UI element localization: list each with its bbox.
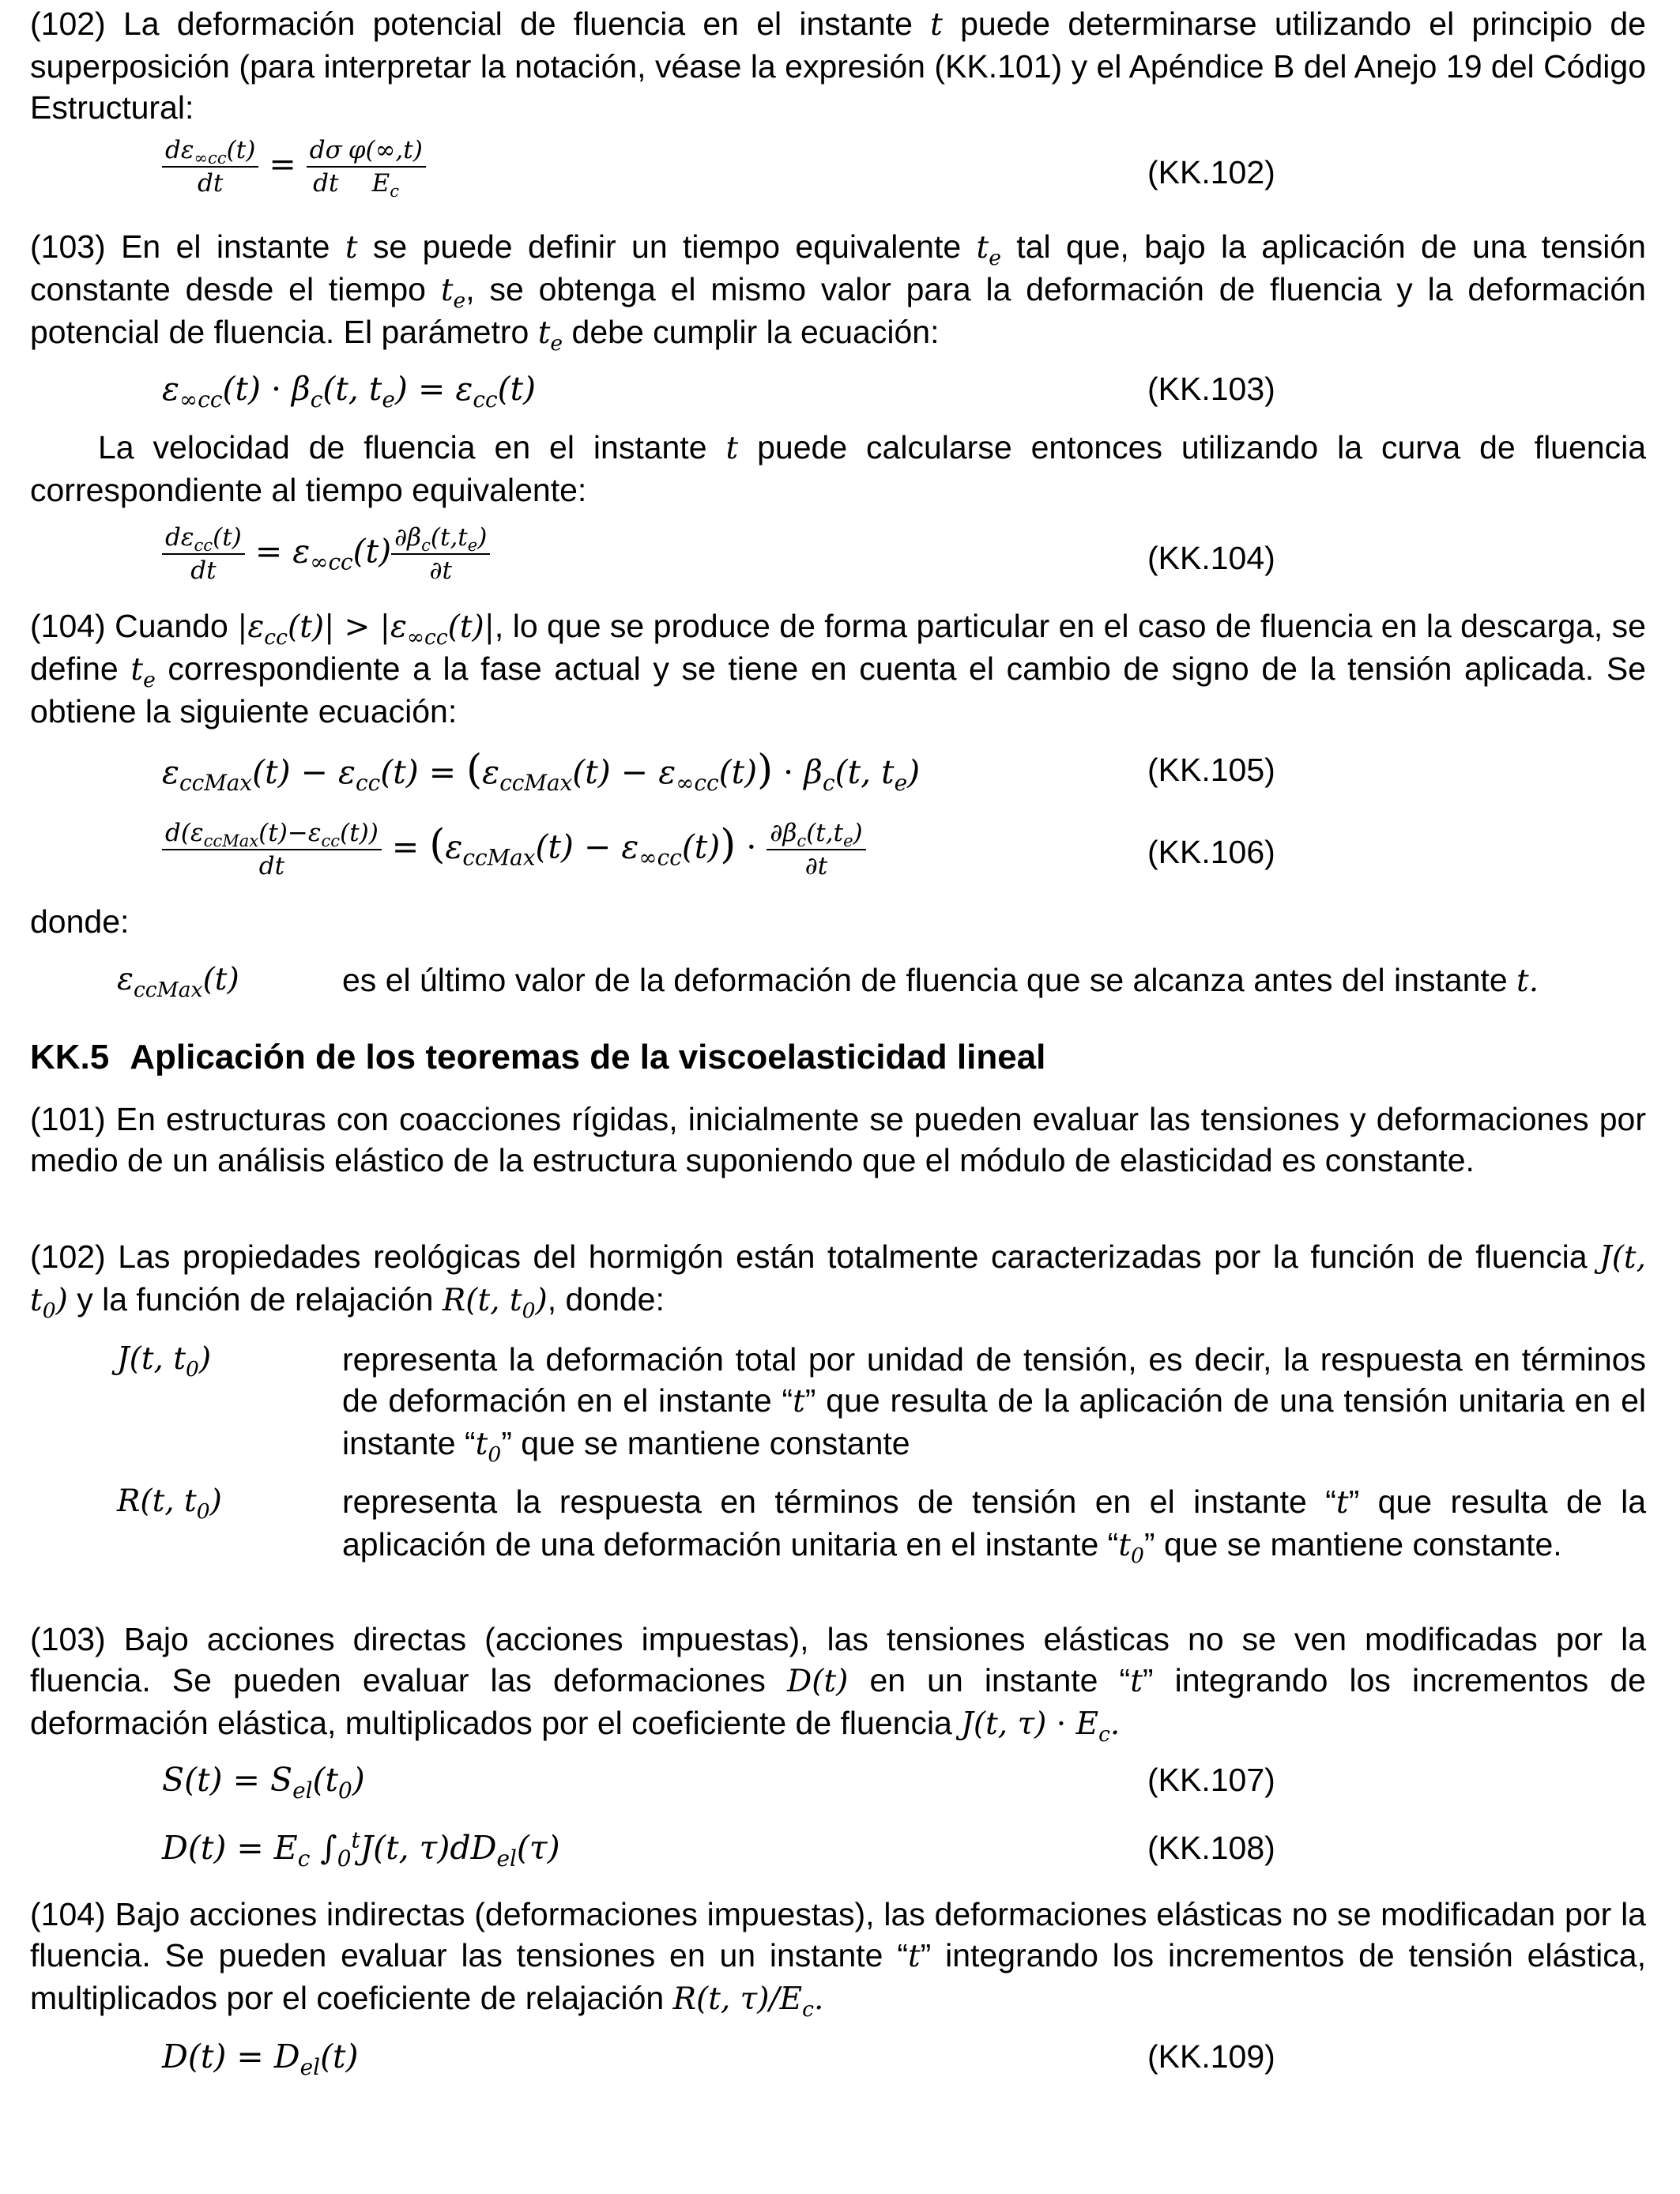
sym-J: J(t, $t_0$) — [30, 1240, 1646, 1323]
pvel-text-a: La velocidad de fluencia en el instante — [98, 429, 707, 466]
defJ-text-c: ” que se mantiene constante — [501, 1425, 910, 1461]
definition-term-ccmax: $\varepsilon_{ccMax}(t)$ — [117, 962, 239, 1002]
paragraph-s104: (104) Bajo acciones indirectas (deformaciones impuestas), las deformaciones elásticas no se modificadan por la fluencia. Se pueden evaluar las tensiones en un instante “t” integrando los incrementos de tensión elástica, multiplicados por el coeficiente de relajación R(t, $\tau)/E_c$. — [30, 1896, 1646, 2022]
equation-kk104: $\frac{d\varepsilon_{cc}(t)}{dt}$ = $\varepsilon_{\infty cc}(t)$ $\frac{\partial\beta_c(t,t_e)}{\partial t}$ — [162, 522, 490, 586]
s104-text-a: (104) Bajo acciones indirectas (deformaciones impuestas), las deformaciones elásticas no se modificadan por la fluencia. Se pueden evaluar las tensiones en un instante “ — [30, 1896, 1646, 1973]
sym-t: t — [345, 230, 358, 266]
equation-kk109: $D(t) = D_{el}(t)$ — [162, 2038, 359, 2081]
donde-label: donde: — [30, 903, 130, 940]
p104-text-a: (104) Cuando — [30, 608, 228, 644]
definition-desc-J: representa la deformación total por unidad de tensión, es decir, la respuesta en términos de deformación en el instante “t” que resulta de la aplicación de una tensión unitaria en el instante “$t_0$” que se mantiene constante — [342, 1341, 1647, 1467]
s103-text-c: ” integrando los incrementos de deformación elástica, multiplicados por el coeficiente de fluencia — [30, 1662, 1646, 1741]
section-number: KK.5 — [30, 1038, 110, 1076]
s102-text-a: (102) Las propiedades reológicas del hormigón están totalmente caracterizadas por la función de fluencia — [30, 1238, 1588, 1275]
equation-number: (KK.103) — [1147, 371, 1275, 407]
defR-text-b: ” que resulta de la aplicación de una deformación unitaria en el instante “ — [342, 1483, 1646, 1563]
section-title: Aplicación de los teoremas de la viscoelasticidad lineal — [130, 1038, 1046, 1076]
pvel-text-b: puede calcularse entonces utilizando la curva de fluencia correspondiente al tiempo equivalente: — [30, 429, 1646, 508]
sym-te: $t_e$ — [537, 315, 563, 356]
equation-number: (KK.102) — [1147, 154, 1275, 190]
equation-number: (KK.107) — [1147, 1762, 1275, 1798]
definition-term-J: J(t, $t_0$) — [117, 1341, 212, 1382]
equation-kk102: $\frac{d\varepsilon_{\infty cc}(t)}{dt}$ = $\frac{d\sigma}{dt}$ $\frac{\varphi(\infty,t)}{E_c}$ — [162, 134, 426, 199]
equation-kk107: $S(t) = S_{el}(t_0)$ — [162, 1761, 365, 1804]
defR-text-c: ” que se mantiene constante. — [1143, 1526, 1562, 1563]
inequality: $|\varepsilon_{cc}(t)| > |\varepsilon_{\infty cc}(t)|$ — [237, 609, 495, 650]
p104-text-b: , lo que se produce de forma particular en el caso de fluencia en la descarga, se define — [30, 608, 1646, 687]
paragraph-103 — [30, 226, 1646, 354]
paragraph-s102 — [30, 1236, 1646, 1321]
definition-term-R: R(t, $t_0$) — [117, 1483, 222, 1524]
paragraph-s103: (103) Bajo acciones directas (acciones impuestas), las tensiones elásticas no se ven modificadas por la fluencia. Se pueden evaluar las deformaciones D(t) en un instante “t” integrando los incrementos de deformación elástica, multiplicados por el coeficiente de fluencia J(t, $\tau) \cdot E_c$. — [30, 1621, 1646, 1747]
defJ-text-a: representa la deformación total por unidad de tensión, es decir, la respuesta en términos de deformación en el instante “ — [342, 1341, 1646, 1419]
sym-te: $t_e$ — [976, 230, 1001, 270]
sym-t: t — [725, 431, 739, 466]
s104-text-b: ” integrando los incrementos de tensión elástica, multiplicados por el coeficiente de relajación — [30, 1937, 1646, 2016]
equation-number: (KK.109) — [1147, 2038, 1275, 2075]
defJ-text-b: ” que resulta de la aplicación de una tensión unitaria en el instante “ — [342, 1382, 1647, 1461]
equation-kk108: $D(t) = E_c$ $\int_0^tJ(t$, $\tau)dD_{el}(\tau)$ — [162, 1826, 560, 1872]
paragraph-102 — [30, 3, 1646, 128]
s102-text-c: , donde: — [547, 1281, 665, 1318]
p103-text-a: (103) En el instante — [30, 228, 330, 265]
sym-te: $t_e$ — [440, 273, 466, 313]
definition-desc-ccmax — [342, 959, 1646, 1002]
p103-text-d: , se obtenga el mismo valor para la deformación de fluencia y la deformación potencial de fluencia. El parámetro — [30, 271, 1646, 350]
equation-kk106: $\frac{d(\varepsilon_{ccMax}(t)-\varepsilon_{cc}(t))}{dt}$ = $(\varepsilon_{ccMax}(t) - \varepsilon_{\infty cc}(t))$ · $\frac{\partial\beta_c(t,t_e)}{\partial t}$ — [162, 817, 866, 882]
p103-text-e: debe cumplir la ecuación: — [571, 314, 940, 350]
p102-text-a: (102) La deformación potencial de fluencia en el instante — [30, 6, 913, 42]
p102-text-b: puede determinarse utilizando el principio de superposición (para interpretar la notación, véase la expresión (KK.101) y el Apéndice B del Anejo 19 del Código Estructural: — [30, 6, 1646, 126]
s103-text-b: en un instante “ — [869, 1662, 1131, 1698]
equation-number: (KK.106) — [1147, 834, 1275, 870]
s102-text-b: y la función de relajación — [77, 1281, 434, 1318]
section-heading — [30, 1035, 1045, 1080]
definition-desc-R: representa la respuesta en términos de tensión en el instante “t” que resulta de la aplicación de una deformación unitaria en el instante “$t_0$” que se mantiene constante. — [342, 1483, 1646, 1568]
sym-te: $t_e$ — [130, 652, 156, 692]
equation-number: (KK.105) — [1147, 752, 1275, 788]
equation-number: (KK.104) — [1147, 540, 1275, 576]
paragraph-velocidad — [30, 427, 1646, 511]
equation-kk103: $\varepsilon_{\infty cc}(t) \cdot \beta_c(t$, $t_e) = \varepsilon_{cc}(t)$ — [162, 370, 537, 413]
p103-text-c: tal que, bajo la aplicación de una tensión constante desde el tiempo — [30, 228, 1646, 307]
paragraph-104 — [30, 605, 1646, 732]
p104-text-c: correspondiente a la fase actual y se tiene en cuenta el cambio de signo de la tensión aplicada. Se obtiene la siguiente ecuación: — [30, 650, 1646, 729]
defR-text-a: representa la respuesta en términos de tensión en el instante “ — [342, 1483, 1336, 1520]
equation-kk105: $\varepsilon_{ccMax}(t) - \varepsilon_{cc}(t) = (\varepsilon_{ccMax}(t) - \varepsilon_{\infty cc}(t)) \cdot \beta_c(t$, $t_e$) — [162, 746, 921, 797]
sym-R: R(t, $t_0$) — [442, 1283, 548, 1323]
sym-t: t. — [1516, 963, 1539, 999]
equation-number: (KK.108) — [1147, 1830, 1275, 1866]
paragraph-s101: (101) En estructuras con coacciones rígidas, inicialmente se pueden evaluar las tensiones y deformaciones por medio de un análisis elástico de la estructura suponiendo que el módulo de elasticidad es constante. — [30, 1101, 1646, 1178]
sym-t: t — [930, 7, 943, 43]
s103-text-a: (103) Bajo acciones directas (acciones impuestas), las tensiones elásticas no se ven modificadas por la fluencia. Se pueden evaluar las deformaciones — [30, 1621, 1646, 1698]
p103-text-b: se puede definir un tiempo equivalente — [372, 228, 962, 265]
defmax-text: es el último valor de la deformación de fluencia que se alcanza antes del instante — [342, 962, 1508, 998]
